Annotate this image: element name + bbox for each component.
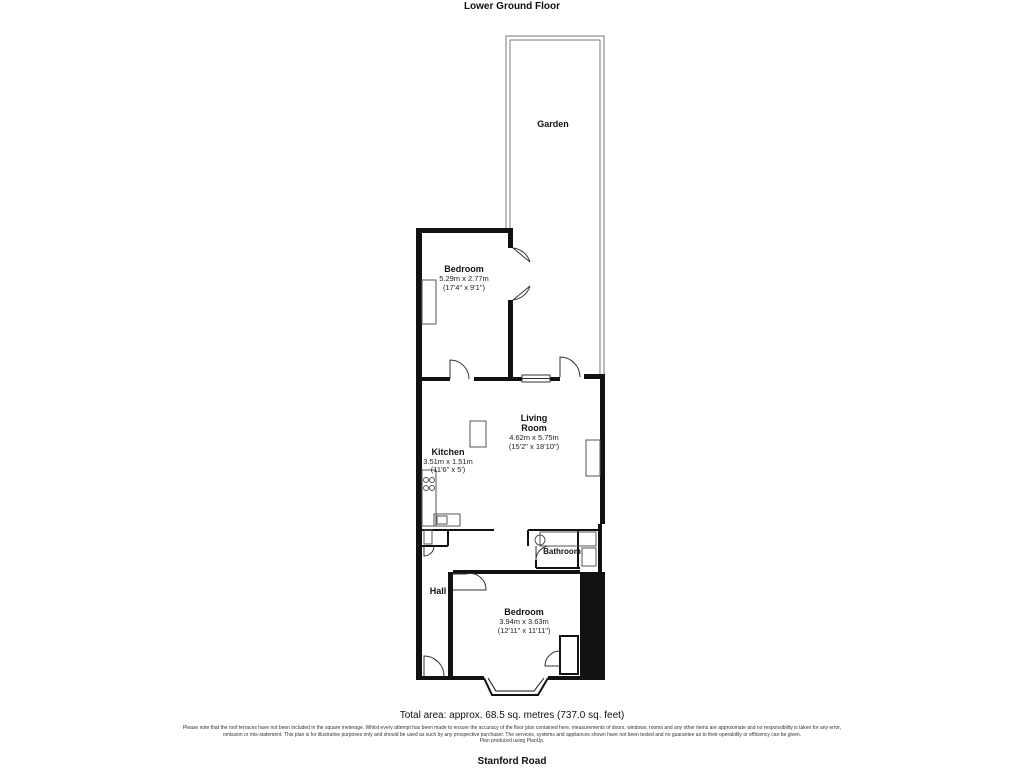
disclaimer-text: Please note that the roof terraces have not been included in the square meterage. Whilst every attempt has been made to ensure the accuracy of the floor plan contained here, measurements of doors, windows, rooms and any other items are approximate and no responsibility is taken for any error, omission or mis-statement. This plan is for illustrative purposes only and should be used as such by any prospective purchaser. The services, systems and appliances shown have not been tested and no guarantee as to their operability or efficiency can be given. bbox=[182, 725, 842, 738]
hall-name: Hall bbox=[429, 586, 447, 596]
bedroom-lower-name: Bedroom bbox=[504, 607, 544, 617]
garden-label: Garden bbox=[537, 119, 569, 129]
floor-title: Lower Ground Floor bbox=[463, 1, 561, 12]
living-room-dim-imperial: (15'2" x 18'10") bbox=[508, 442, 560, 451]
windows bbox=[522, 375, 550, 382]
garden-outline bbox=[506, 36, 604, 374]
bedroom-upper-name: Bedroom bbox=[444, 264, 484, 274]
road-name: Stanford Road bbox=[477, 756, 547, 767]
living-room-name-line2: Room bbox=[521, 423, 547, 433]
produced-by: Plan produced using PlanUp. bbox=[479, 738, 545, 744]
bedroom-upper-dim-metric: 5.29m x 2.77m bbox=[439, 274, 489, 283]
kitchen-dim-imperial: (11'6" x 5') bbox=[430, 465, 466, 474]
bedroom-lower-dim-metric: 3.94m x 3.63m bbox=[499, 617, 549, 626]
bedroom-lower-dim-imperial: (12'11" x 11'11") bbox=[497, 626, 551, 635]
living-room-dim-metric: 4.62m x 5.75m bbox=[509, 433, 559, 442]
kitchen-dim-metric: 3.51m x 1.51m bbox=[423, 457, 473, 466]
living-room-name-line1: Living bbox=[520, 413, 548, 423]
bathroom-name: Bathroom bbox=[543, 547, 581, 556]
disclaimer bbox=[178, 725, 846, 745]
bay-window bbox=[484, 678, 548, 695]
kitchen-name: Kitchen bbox=[431, 447, 465, 457]
bedroom-upper-dim-imperial: (17'4" x 9'1") bbox=[443, 283, 485, 292]
total-area: Total area: approx. 68.5 sq. metres (737.0 sq. feet) bbox=[399, 710, 625, 721]
